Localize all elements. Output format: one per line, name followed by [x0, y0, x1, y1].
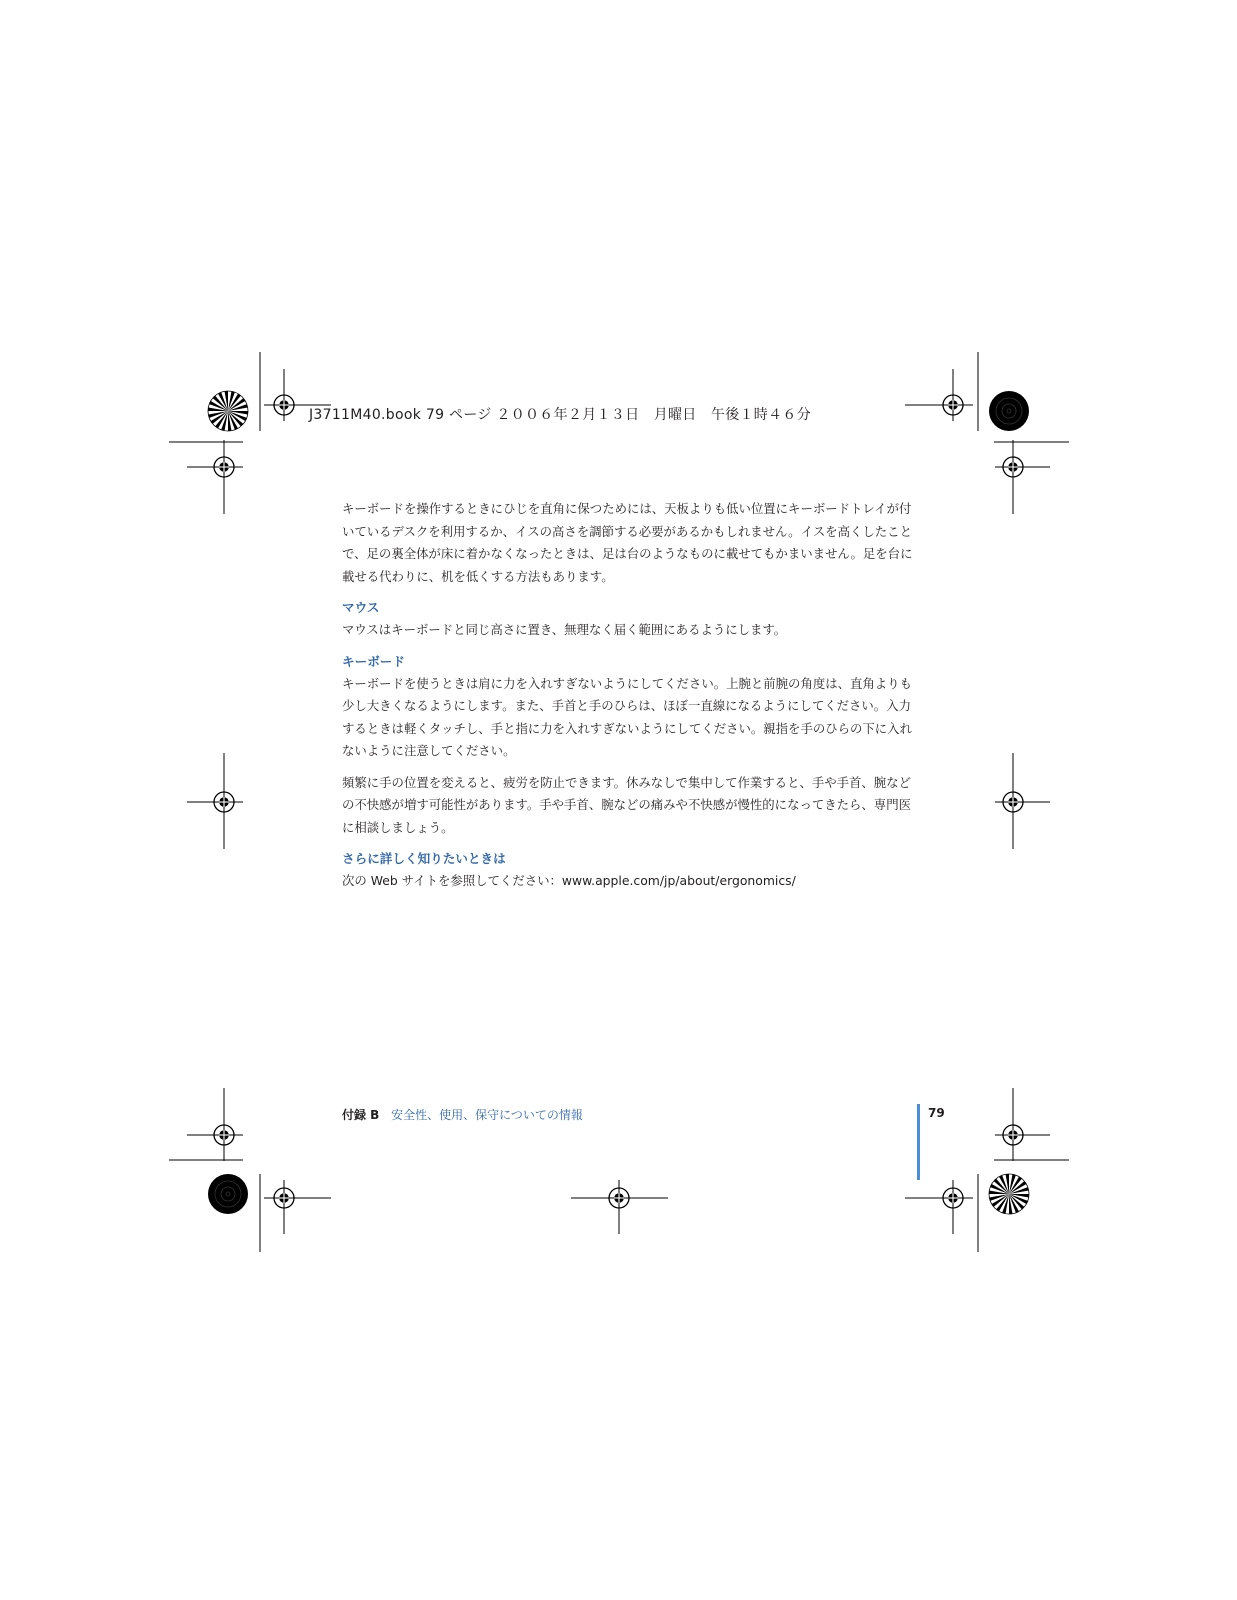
more-info-paragraph: 次の Web サイトを参照してください：www.apple.com/jp/about/ergonomics/ [342, 873, 796, 888]
page-body [342, 498, 920, 902]
chapter-title: 安全性、使用、保守についての情報 [391, 1108, 583, 1122]
intro-paragraph: キーボードを操作するときにひじを直角に保つためには、天板よりも低い位置にキーボードトレイが付いているデスクを利用するか、イスの高さを調節する必要があるかもしれません。イスを高くしたことで、足の裏全体が床に着かなくなったときは、足は台のようなものに載せてもかまいません。足を台に載せる代わりに、机を低くする方法もあります。 [342, 501, 913, 584]
mouse-paragraph: マウスはキーボードと同じ高さに置き、無理なく届く範囲にあるようにします。 [342, 622, 787, 637]
starburst-mark-top-left [208, 391, 248, 431]
registration-mark [187, 1088, 243, 1161]
page-number: 79 [928, 1106, 945, 1120]
starburst-mark-bottom-right [989, 1174, 1029, 1214]
posture-paragraph: 頻繁に手の位置を変えると、疲労を防止できます。休みなしで集中して作業すると、手や手首、腕などの不快感が増す可能性があります。手や手首、腕などの痛みや不快感が慢性的になってきたら、専門医に相談しましょう。 [342, 774, 911, 835]
running-footer [342, 1106, 583, 1123]
registration-mark [187, 440, 243, 514]
more-info-heading: さらに詳しく知りたいときは [342, 851, 506, 866]
print-slug: J3711M40.book 79 ページ ２００６年２月１３日 月曜日 午後１時４６分 [309, 407, 812, 423]
registration-mark [571, 1180, 668, 1234]
keyboard-paragraph: キーボードを使うときは肩に力を入れすぎないようにしてください。上腕と前腕の角度は、直角よりも少し大きくなるようにします。また、手首と手のひらは、ほぼ一直線になるようにしてください。入力するときは軽くタッチし、手と指に力を入れすぎないようにしてください。親指を手のひらの下に入れないように注意してください。 [342, 675, 912, 758]
registration-mark [905, 369, 973, 421]
registration-mark [905, 1180, 973, 1234]
keyboard-heading: キーボード [342, 653, 405, 669]
bullseye-mark-top-right [989, 391, 1029, 431]
appendix-label: 付録 B [342, 1108, 380, 1122]
registration-mark [995, 1088, 1050, 1161]
registration-mark [995, 440, 1050, 514]
footer-rule [917, 1104, 920, 1180]
bullseye-mark-bottom-left [208, 1174, 248, 1214]
registration-mark [264, 1180, 331, 1234]
registration-mark [187, 753, 243, 849]
mouse-heading: マウス [342, 600, 380, 615]
registration-mark [995, 753, 1050, 849]
